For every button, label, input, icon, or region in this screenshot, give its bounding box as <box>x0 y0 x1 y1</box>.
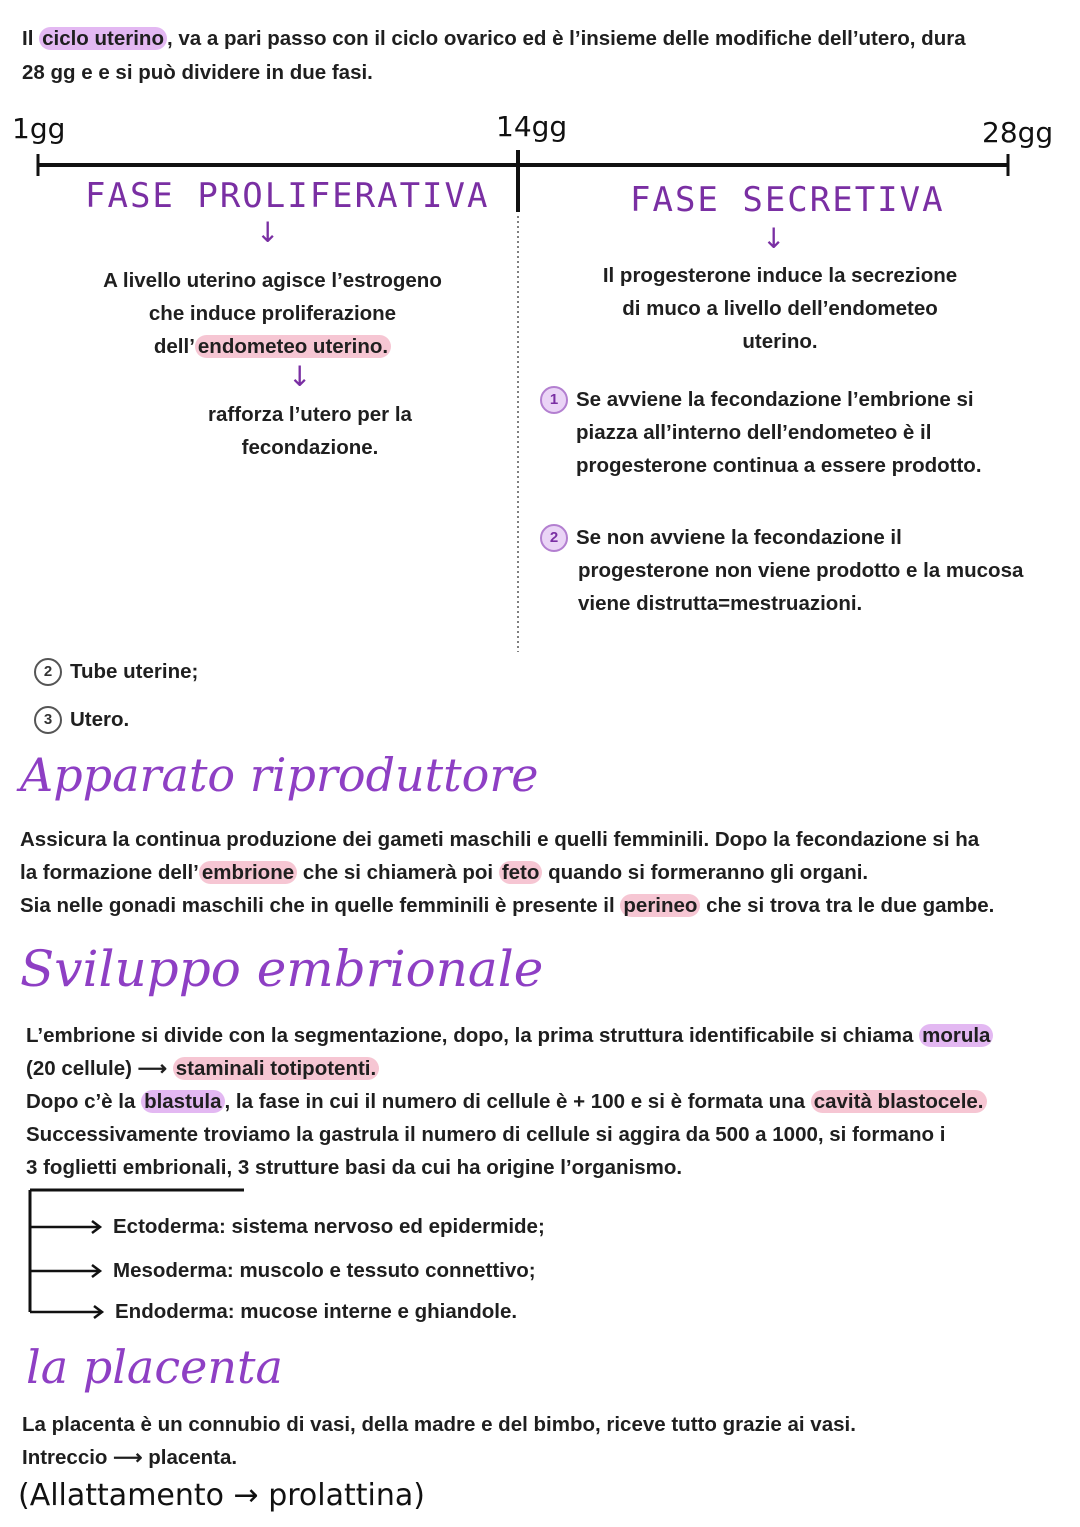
sviluppo-line-2 <box>26 1052 379 1085</box>
staminali-highlight: staminali totipotenti. <box>173 1057 379 1080</box>
down-arrow-icon: ↓ <box>762 222 786 255</box>
point-1-line-2: piazza all’interno dell’endometeo è il <box>576 421 932 444</box>
apparato-line-3-post: che si trova tra le due gambe. <box>700 894 995 917</box>
apparato-line-2 <box>20 856 868 889</box>
list-item <box>34 703 129 736</box>
placenta-line-1: La placenta è un connubio di vasi, della madre e del bimbo, riceve tutto grazie ai vasi. <box>22 1413 856 1436</box>
sviluppo-line-3-pre: Dopo c’è la <box>26 1090 142 1113</box>
intro-line-2: 28 gg e e si può dividere in due fasi. <box>22 61 373 84</box>
point-1-line-3: progesterone continua a essere prodotto. <box>576 454 982 477</box>
point-2-line-1: Se non avviene la fecondazione il <box>576 526 902 549</box>
intro-pre: Il <box>22 27 40 50</box>
fase-secretiva-title: FASE SECRETIVA <box>630 180 945 220</box>
placenta-line-2 <box>22 1441 237 1474</box>
number-2-icon: 2 <box>540 524 568 552</box>
secretiva-point-2 <box>540 521 902 554</box>
apparato-line-2-post: quando si formeranno gli organi. <box>542 861 869 884</box>
sviluppo-line-2-pre: (20 cellule) ⟶ <box>26 1057 173 1080</box>
sviluppo-line-3-mid: , la fase in cui il numero di cellule è + 100 e si è formata una <box>224 1090 811 1113</box>
sviluppo-line-1 <box>26 1019 993 1052</box>
timeline-end-label: 28gg <box>982 116 1054 149</box>
apparato-line-2-pre: la formazione dell’ <box>20 861 199 884</box>
proliferativa-line-2: che induce proliferazione <box>148 302 397 325</box>
sviluppo-heading: Sviluppo embrionale <box>20 940 544 998</box>
proliferativa-line-3 <box>60 330 485 363</box>
apparato-line-2-mid: che si chiamerà poi <box>297 861 499 884</box>
tree-item-ectoderma: Ectoderma: sistema nervoso ed epidermide; <box>113 1215 545 1238</box>
placenta-line-2-post: placenta. <box>148 1446 238 1469</box>
blastocele-highlight: cavità blastocele. <box>811 1090 987 1113</box>
list-item <box>34 655 198 688</box>
point-2-line-3: viene distrutta=mestruazioni. <box>578 592 863 615</box>
number-2-icon: 2 <box>34 658 62 686</box>
placenta-heading: la placenta <box>26 1340 283 1394</box>
list-item-text: Utero. <box>70 708 130 731</box>
sviluppo-line-3 <box>26 1085 987 1118</box>
feto-highlight: feto <box>499 861 543 884</box>
endometeo-highlight: endometeo uterino. <box>195 335 391 358</box>
sviluppo-line-1-pre: L’embrione si divide con la segmentazione, dopo, la prima struttura identificabile si chiama <box>26 1024 920 1047</box>
secretiva-line-2: di muco a livello dell’endometeo <box>622 297 938 320</box>
apparato-line-3-pre: Sia nelle gonadi maschili che in quelle femminili è presente il <box>20 894 621 917</box>
secretiva-line-3: uterino. <box>742 330 818 353</box>
sviluppo-line-4: Successivamente troviamo la gastrula il numero di cellule si aggira da 500 a 1000, si formano i <box>26 1123 946 1146</box>
placenta-line-2-pre: Intreccio ⟶ <box>22 1446 149 1469</box>
secretiva-line-1: Il progesterone induce la secrezione <box>602 264 958 287</box>
fase-proliferativa-title: FASE PROLIFERATIVA <box>85 176 490 216</box>
proliferativa-line-3-pre: dell’ <box>153 335 195 358</box>
embrione-highlight: embrione <box>199 861 297 884</box>
point-2-line-2: progesterone non viene prodotto e la mucosa <box>578 559 1024 582</box>
allattamento-note: (Allattamento → prolattina) <box>18 1478 425 1513</box>
tree-item-mesoderma: Mesoderma: muscolo e tessuto connettivo; <box>113 1259 536 1282</box>
intro-line-1 <box>22 22 966 55</box>
morula-highlight: morula <box>919 1024 993 1047</box>
proliferativa-line-1: A livello uterino agisce l’estrogeno <box>103 269 442 292</box>
proliferativa-line-5: fecondazione. <box>241 436 379 459</box>
point-1-line-1: Se avviene la fecondazione l’embrione si <box>576 388 974 411</box>
number-3-icon: 3 <box>34 706 62 734</box>
list-item-text: Tube uterine; <box>70 660 199 683</box>
apparato-line-1: Assicura la continua produzione dei gameti maschili e quelli femminili. Dopo la fecondazione si ha <box>20 828 980 851</box>
number-1-icon: 1 <box>540 386 568 414</box>
timeline-middle-label: 14gg <box>496 110 568 143</box>
blastula-highlight: blastula <box>141 1090 224 1113</box>
sviluppo-line-5: 3 foglietti embrionali, 3 strutture basi da cui ha origine l’organismo. <box>26 1156 683 1179</box>
intro-rest: , va a pari passo con il ciclo ovarico ed è l’insieme delle modifiche dell’utero, dura <box>166 27 966 50</box>
tree-item-endoderma: Endoderma: mucose interne e ghiandole. <box>115 1300 518 1323</box>
apparato-heading: Apparato riproduttore <box>20 748 539 802</box>
timeline-start-label: 1gg <box>12 112 66 145</box>
proliferativa-line-4: rafforza l’utero per la <box>208 403 412 426</box>
perineo-highlight: perineo <box>620 894 700 917</box>
ciclo-uterino-highlight: ciclo uterino <box>39 27 167 50</box>
apparato-line-3 <box>20 889 994 922</box>
down-arrow-icon: ↓ <box>256 216 280 249</box>
down-arrow-icon: ↓ <box>288 360 312 393</box>
secretiva-point-1 <box>540 383 974 416</box>
